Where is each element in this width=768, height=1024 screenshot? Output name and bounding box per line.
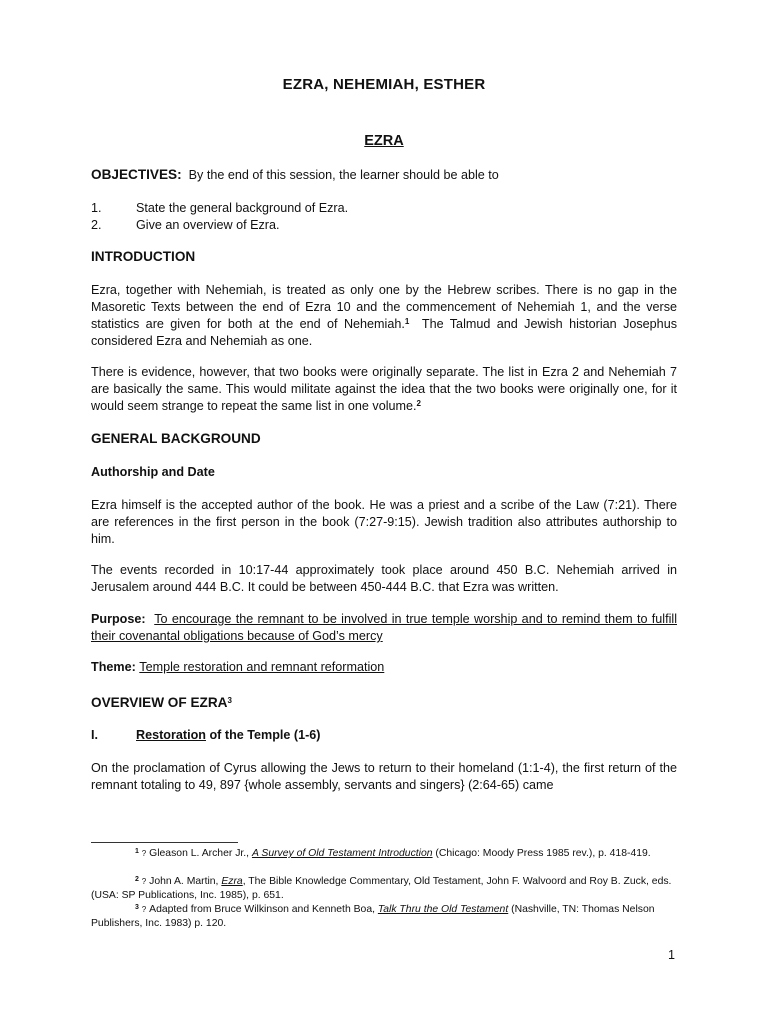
overview-section-heading xyxy=(91,727,677,744)
authorship-paragraph: Ezra himself is the accepted author of the book. He was a priest and a scribe of the Law (7:21). There are references in the first person in the book (7:27-9:15). Jewish tradition also attributes authorship to him. xyxy=(91,498,677,546)
heading-introduction: INTRODUCTION xyxy=(91,249,196,264)
page-number: 1 xyxy=(668,948,676,962)
footnote-mark-glyph: ? xyxy=(141,905,147,914)
theme-text: Temple restoration and remnant reformation xyxy=(139,660,385,674)
objectives-label: OBJECTIVES: xyxy=(91,167,182,182)
footnote-text: Adapted from Bruce Wilkinson and Kenneth Boa, xyxy=(149,904,378,915)
subheading-authorship-date: Authorship and Date xyxy=(91,465,215,479)
footnote-mark-glyph: ? xyxy=(141,877,147,886)
section-title-rest: of the Temple (1-6) xyxy=(205,728,321,742)
footnote-mark: 3 xyxy=(135,904,139,911)
paragraph-text: There is evidence, however, that two books were originally separate. The list in Ezra 2 and Nehemiah 7 are basically the same. This would militate against the idea that the two books were originally one, for it would seem strange to repeat the same list in one volume. xyxy=(91,365,677,413)
section-number: I. xyxy=(91,728,98,742)
objectives-list xyxy=(91,200,677,234)
list-item xyxy=(91,217,677,234)
heading-text: OVERVIEW OF EZRA xyxy=(91,695,228,710)
footnote-title: Talk Thru the Old Testament xyxy=(377,904,509,915)
objectives-line xyxy=(91,166,677,184)
footnote-ref: 2 xyxy=(416,399,421,408)
footnote-mark: 1 xyxy=(135,848,139,855)
objectives-text: By the end of this session, the learner should be able to xyxy=(188,168,499,182)
paragraph-text: Ezra, together with Nehemiah, is treated as only one by the Hebrew scribes. There is no gap in the Masoretic Texts between the end of Ezra 10 and the commencement of Nehemiah 1, and the verse statistics are given for both at the end of Nehemiah. xyxy=(91,283,677,331)
paragraph-text: The Talmud and Jewish historian Josephus considered Ezra and Nehemiah as one. xyxy=(91,317,681,348)
footnote-divider xyxy=(91,842,238,843)
document-title: EZRA, NEHEMIAH, ESTHER xyxy=(282,76,486,93)
heading-overview xyxy=(91,694,677,711)
list-item xyxy=(91,200,677,217)
footnote-text: (Nashville, TN: Thomas Nelson Publishers, Inc. 1983) p. 120. xyxy=(91,904,655,929)
heading-general-background: GENERAL BACKGROUND xyxy=(91,431,261,446)
footnote-text: , The Bible Knowledge Commentary, Old Testament, John F. Walvoord and Roy B. Zuck, eds. (USA: SP Publications, Inc. 1985), p. 651. xyxy=(91,876,672,901)
overview-paragraph: On the proclamation of Cyrus allowing the Jews to return to their homeland (1:1-4), the first return of the remnant totaling to 49, 897 {whole assembly, servants and singers} (2:64-65) came xyxy=(91,761,677,792)
footnote-title: A Survey of Old Testament Introduction xyxy=(251,848,433,859)
footnote-mark-glyph: ? xyxy=(141,849,147,858)
list-item-number: 1. xyxy=(91,201,102,215)
footnote-3 xyxy=(91,903,677,931)
footnote-text: (Chicago: Moody Press 1985 rev.), p. 418-419. xyxy=(432,848,651,859)
purpose-text: To encourage the remnant to be involved in true temple worship and to remind them to fulfill their covenantal obligations because of God’s mercy xyxy=(91,612,677,643)
purpose-paragraph xyxy=(91,611,677,645)
footnote-title: Ezra xyxy=(221,876,243,887)
footnote-1 xyxy=(91,847,677,861)
introduction-paragraph-2 xyxy=(91,364,677,415)
footnote-mark: 2 xyxy=(135,876,139,883)
introduction-paragraph-1 xyxy=(91,282,681,350)
footnote-text: John A. Martin, xyxy=(149,876,222,887)
footnote-text: Gleason L. Archer Jr., xyxy=(149,848,252,859)
section-title-ezra: EZRA xyxy=(364,133,404,149)
theme-paragraph xyxy=(91,659,677,676)
footnote-2 xyxy=(91,875,677,903)
theme-label: Theme: xyxy=(91,660,136,674)
section-title-underlined: Restoration xyxy=(136,728,206,742)
footnote-ref: 3 xyxy=(227,696,232,705)
date-paragraph: The events recorded in 10:17-44 approximately took place around 450 B.C. Nehemiah arrived in Jerusalem around 444 B.C. It could be between 450-444 B.C. that Ezra was written. xyxy=(91,563,677,594)
list-item-text: Give an overview of Ezra. xyxy=(136,218,280,232)
purpose-label: Purpose: xyxy=(91,612,146,626)
footnote-ref: 1 xyxy=(404,317,410,326)
list-item-number: 2. xyxy=(91,218,102,232)
list-item-text: State the general background of Ezra. xyxy=(136,201,349,215)
